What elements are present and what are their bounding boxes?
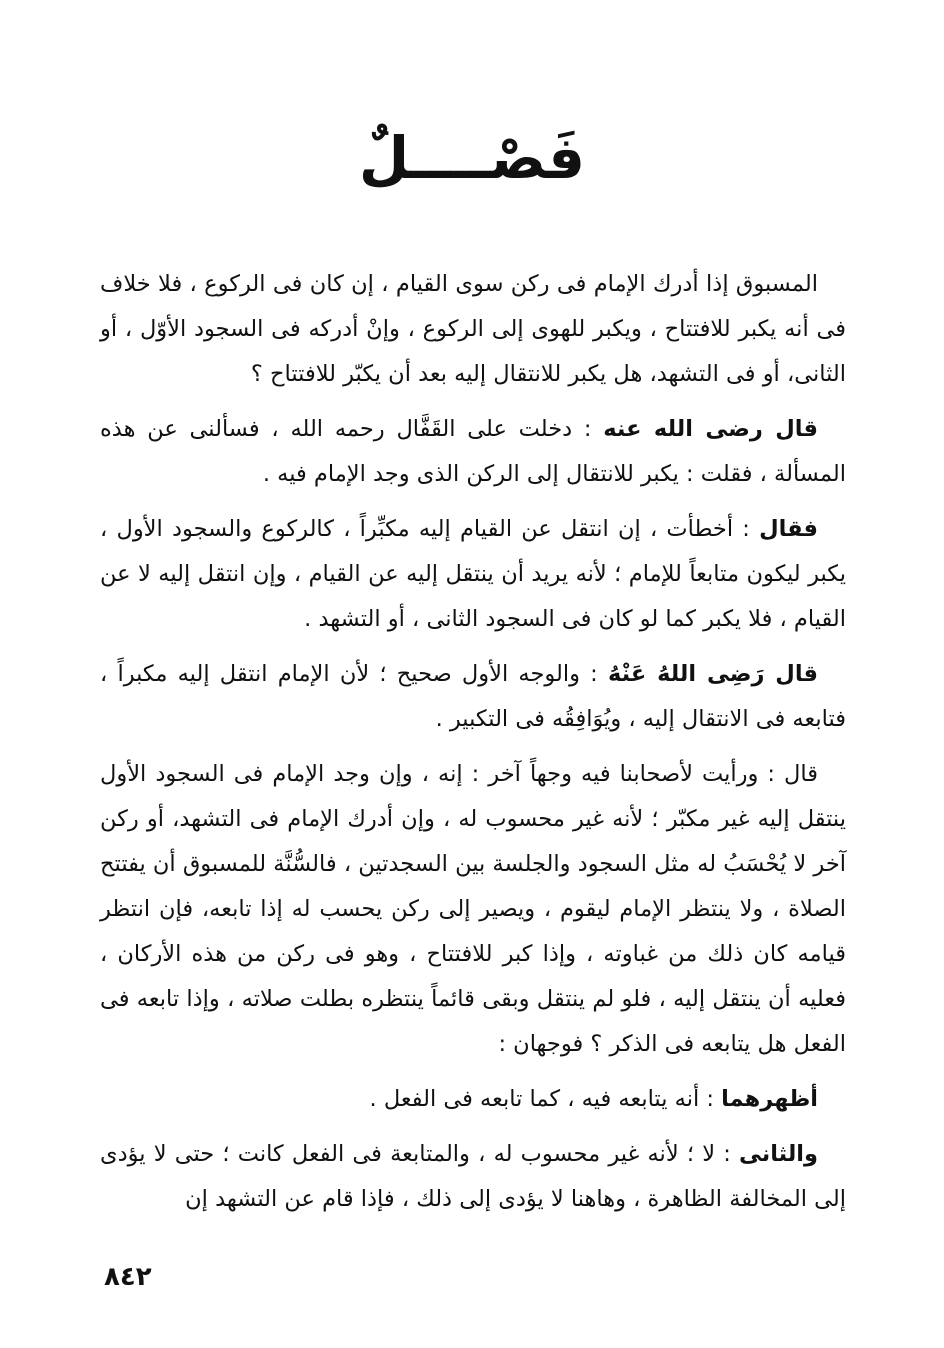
paragraph-lead: قال رضى الله عنه: [603, 416, 818, 442]
paragraph: [100, 262, 846, 397]
section-heading: فَصْــــلٌ: [358, 124, 586, 192]
paragraph-lead: فقال: [759, 516, 818, 542]
paragraph-lead: قال رَضِى اللهُ عَنْهُ: [607, 661, 819, 687]
paragraph: [100, 1077, 846, 1122]
paragraph: [100, 652, 846, 742]
paragraph-text: قال : ورأيت لأصحابنا فيه وجهاً آخر : إنه ، وإن وجد الإمام فى السجود الأول ينتقل إليه غير مكبّر ؛ لأنه غير محسوب له ، وإن أدرك الإمام فى التشهد، أو ركن آخر لا يُحْسَبُ له مثل السجود والجلسة بين السجدتين ، فالسُّنَّة للمسبوق أن يفتتح الصلاة ، ولا ينتظر الإمام ليقوم ، ويصير إلى ركن يحسب له إذا تابعه، فإن انتظر قيامه كان ذلك من غباوته ، وإذا كبر للافتتاح ، وهو فى ركن من هذه الأركان ، فعليه أن ينتقل إليه ، فلو لم ينتقل وبقى قائماً ينتظره بطلت صلاته ، وإذا تابعه فى الفعل هل يتابعه فى الذكر ؟ فوجهان :: [100, 761, 846, 1057]
paragraph-text: : أخطأت ، إن انتقل عن القيام إليه مكبِّراً ، كالركوع والسجود الأول ، يكبر ليكون متابعاً للإمام ؛ لأنه يريد أن ينتقل إليه عن القيام ، وإن انتقل إليه لا عن القيام ، فلا يكبر كما لو كان فى السجود الثانى ، أو التشهد .: [100, 516, 846, 632]
paragraph-text: : دخلت على القَفَّال رحمه الله ، فسألنى عن هذه المسألة ، فقلت : يكبر للانتقال إلى الركن الذى وجد الإمام فيه .: [100, 416, 846, 487]
paragraph: [100, 407, 846, 497]
page-number: ٨٤٢: [104, 1262, 152, 1292]
paragraph-text: : والوجه الأول صحيح ؛ لأن الإمام انتقل إليه مكبراً ، فتابعه فى الانتقال إليه ، ويُوَافِقُه فى التكبير .: [100, 661, 846, 732]
paragraph-text: : أنه يتابعه فيه ، كما تابعه فى الفعل .: [369, 1086, 722, 1112]
paragraph: [100, 507, 846, 642]
paragraph-lead: والثانى: [739, 1141, 818, 1167]
paragraph: [100, 752, 846, 1067]
paragraph-text: : لا ؛ لأنه غير محسوب له ، والمتابعة فى الفعل كانت ؛ حتى لا يؤدى إلى المخالفة الظاهرة ، وهاهنا لا يؤدى إلى ذلك ، فإذا قام عن التشهد إن: [100, 1141, 846, 1212]
paragraph: [100, 1132, 846, 1222]
paragraph-lead: أظهرهما: [721, 1086, 818, 1112]
paragraph-text: المسبوق إذا أدرك الإمام فى ركن سوى القيام ، إن كان فى الركوع ، فلا خلاف فى أنه يكبر للافتتاح ، ويكبر للهوى إلى الركوع ، وإنْ أدركه فى السجود الأوّل ، أو الثانى، أو فى التشهد، هل يكبر للانتقال إليه بعد أن يكبّر للافتتاح ؟: [100, 271, 846, 387]
body-text: [100, 262, 846, 1232]
